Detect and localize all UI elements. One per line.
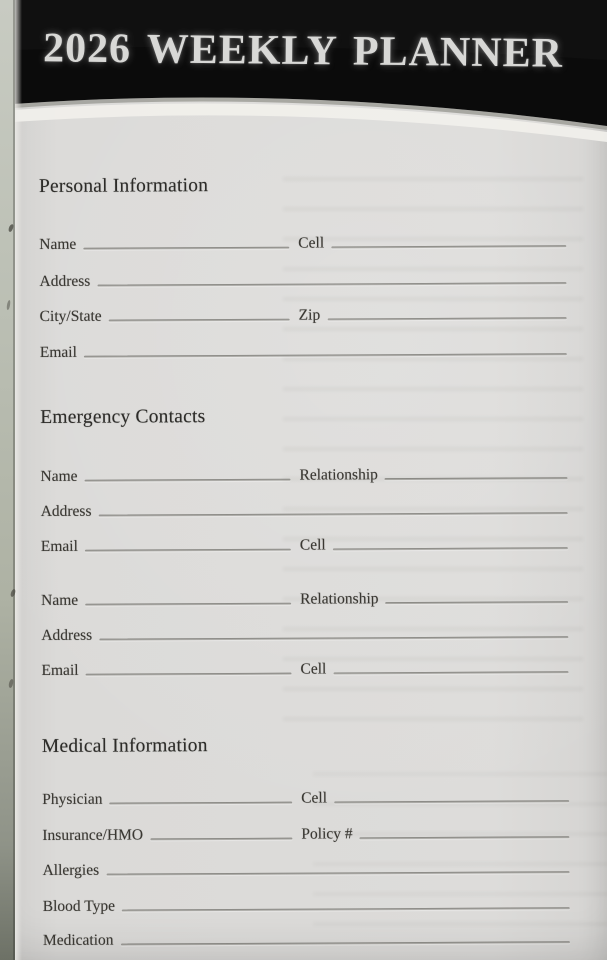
field-label: Cell [301,788,328,807]
form-row [42,812,569,843]
writing-line [121,941,570,945]
form-field [42,778,292,807]
form-row [42,776,569,807]
section-heading: Medical Information [41,735,208,757]
field-label: Address [39,272,91,290]
writing-line [333,547,568,550]
form-row [42,847,569,878]
info-form [38,0,570,960]
page-title: 2026 WEEKLY PLANNER [42,25,564,77]
field-label: Relationship [299,465,378,484]
writing-line [385,477,568,480]
form-row [41,612,568,643]
form-row [41,577,568,608]
writing-line [360,836,570,839]
writing-line [109,319,290,322]
form-field [41,488,568,519]
writing-line [106,871,569,875]
form-row [40,453,567,484]
field-label: Name [39,235,77,253]
field-label: Insurance/HMO [42,825,144,844]
form-field [299,453,567,482]
field-label: City/State [39,307,102,325]
writing-line [386,601,569,604]
writing-line [86,673,292,676]
field-label: Address [40,502,92,520]
field-label: Address [41,626,93,644]
book-page-edges [0,0,15,960]
form-field [298,221,566,250]
form-field [300,647,568,676]
form-row [40,293,567,324]
form-field [301,776,569,805]
form-field [300,577,568,606]
form-field [41,579,291,608]
planner-page [13,0,607,960]
form-row [41,488,568,519]
form-row [43,917,570,948]
writing-line [83,247,289,250]
form-row [41,523,568,554]
form-field [43,883,570,914]
field-label: Policy # [301,824,353,843]
field-label: Cell [300,659,327,678]
form-field [299,293,567,322]
form-field [301,812,569,841]
writing-line [333,671,568,674]
field-label: Physician [42,790,103,808]
form-field [42,847,569,878]
field-label: Medication [42,931,114,949]
form-row [39,258,566,289]
form-field [39,258,566,289]
form-field [40,455,290,484]
form-row [41,647,568,678]
form-field [43,917,570,948]
writing-line [99,512,568,516]
field-label: Email [41,661,79,679]
writing-line [99,636,568,640]
writing-line [109,802,292,805]
field-label: Cell [299,536,326,554]
writing-line [150,838,292,841]
form-field [42,814,292,843]
writing-line [85,479,291,482]
writing-line [85,549,291,552]
form-field [41,525,291,554]
form-row [40,329,567,360]
form-field [300,523,568,552]
form-row [43,883,570,914]
field-label: Zip [298,306,321,324]
section-heading: Personal Information [38,175,209,197]
form-field [39,223,289,252]
field-label: Cell [298,234,325,252]
form-row [39,221,566,252]
section-heading: Emergency Contacts [40,406,206,428]
field-label: Email [39,343,77,361]
writing-line [85,603,291,606]
field-label: Relationship [300,589,379,608]
field-label: Allergies [42,861,100,879]
writing-line [97,282,566,286]
form-field [40,295,290,324]
field-label: Name [41,591,79,609]
writing-line [122,907,570,911]
writing-line [334,800,569,803]
writing-line [327,317,566,320]
form-field [40,329,567,360]
form-field [41,649,291,678]
field-label: Email [40,537,78,555]
writing-line [331,245,566,248]
field-label: Name [40,467,78,485]
form-field [41,612,568,643]
writing-line [84,353,567,358]
field-label: Blood Type [42,897,116,915]
